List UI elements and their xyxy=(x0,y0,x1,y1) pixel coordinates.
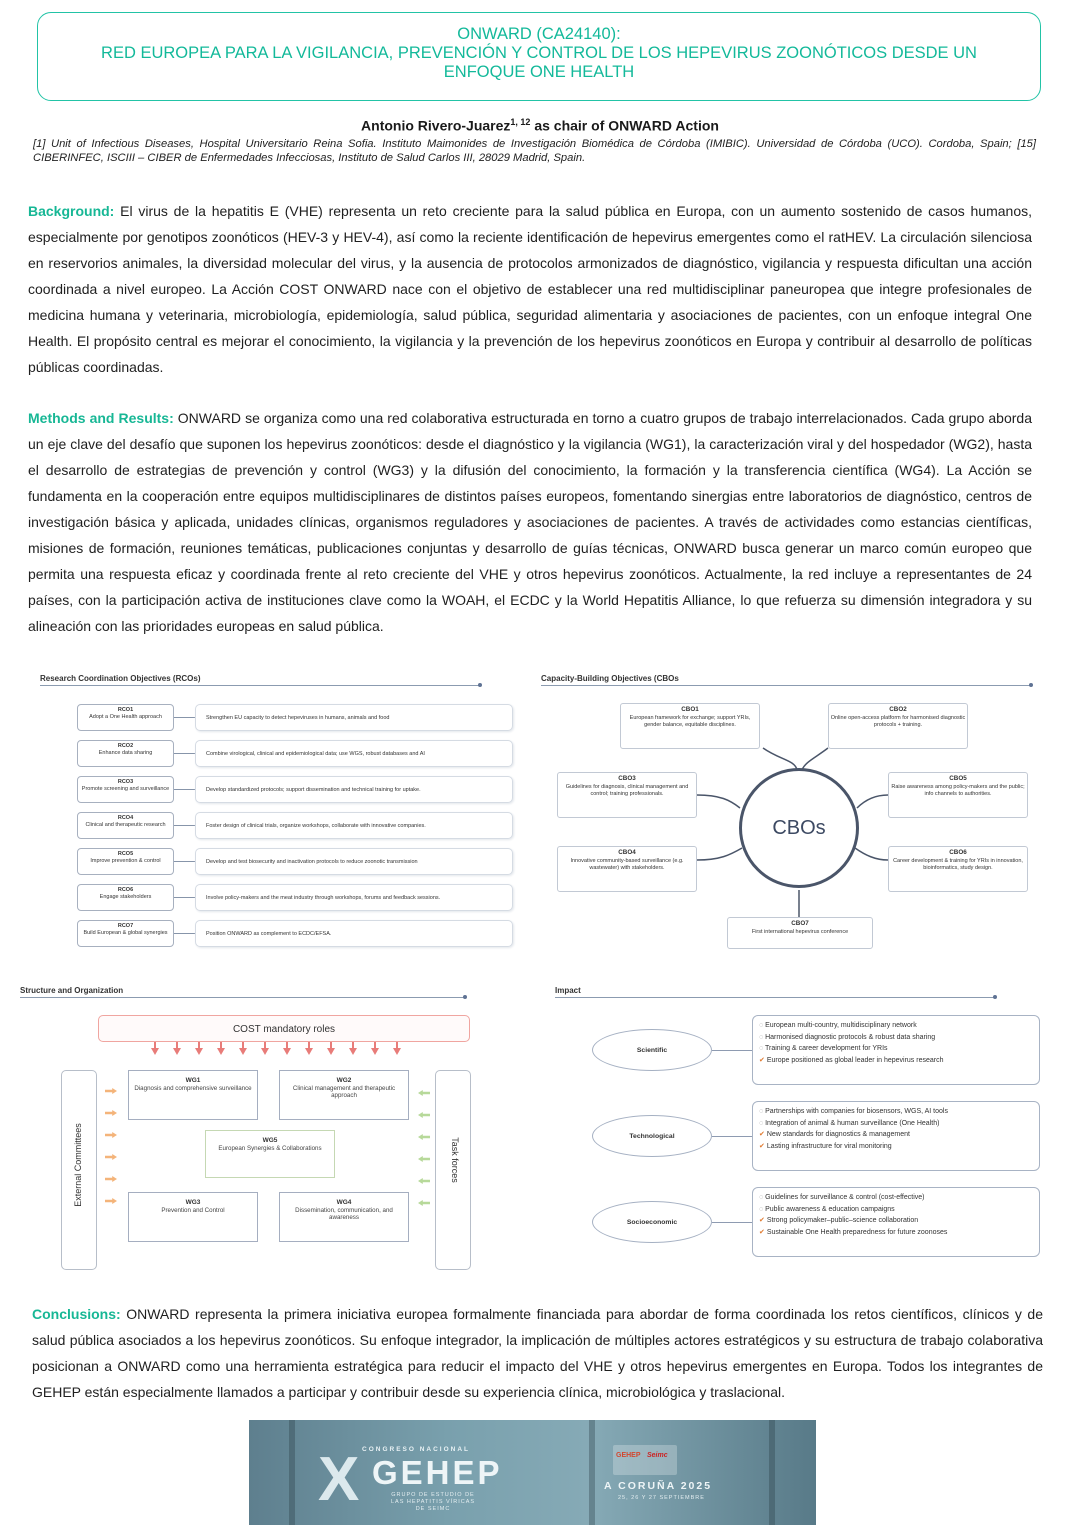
structure-panel-title: Structure and Organization xyxy=(20,986,124,995)
down-arrow-icon xyxy=(349,1048,357,1055)
banner-congreso: CONGRESO NACIONAL xyxy=(362,1446,471,1453)
banner-city: A CORUÑA 2025 xyxy=(604,1480,713,1492)
impact-connector xyxy=(712,1050,752,1051)
methods-label: Methods and Results: xyxy=(28,410,174,426)
rco-description: Involve policy-makers and the meat industry through workshops, forums and feedback sessions. xyxy=(195,884,513,911)
impact-item: ◌ Harmonised diagnostic protocols & robust data sharing xyxy=(759,1032,1039,1044)
author-affil-refs: 1, 12 xyxy=(510,117,531,127)
cbo-panel-title: Capacity-Building Objectives (CBOs xyxy=(541,674,679,683)
structure-title-rule xyxy=(20,997,465,998)
impact-title-rule xyxy=(555,997,995,998)
rco-code: RCO4 xyxy=(117,815,134,821)
rco-code: RCO5 xyxy=(117,851,134,857)
banner-column-shade xyxy=(289,1420,295,1525)
wg1-code: WG1 xyxy=(185,1077,201,1084)
cbo-code: CBO4 xyxy=(618,849,636,856)
rco-description: Develop standardized protocols; support dissemination and technical training for uptake. xyxy=(195,776,513,803)
cbo-code: CBO2 xyxy=(889,706,907,713)
down-arrow-icon xyxy=(195,1048,203,1055)
down-arrow-icon xyxy=(283,1048,291,1055)
background-label: Background: xyxy=(28,203,115,219)
affiliations: [1] Unit of Infectious Diseases, Hospital Universitario Reina Sofia. Instituto Maimonides de Investigación Biomédica de Córdoba (IMIBIC). Universidad de Córdoba (UCO). Cordoba, Spain; [15] CIBERINFEC, ISCIII – CIBER de Enfermedades Infecciosas, Instituto de Salud Carlos III, 28029 Madrid, Spain. xyxy=(33,138,1036,164)
cbo-text: European framework for exchange; support YRIs, gender balance, equitable disciplines. xyxy=(629,714,751,728)
rco-description: Position ONWARD as complement to ECDC/EFSA. xyxy=(195,920,513,947)
impact-box xyxy=(752,1015,1040,1085)
wg1-text: Diagnosis and comprehensive surveillance xyxy=(134,1084,252,1092)
wg3-box xyxy=(128,1192,258,1242)
wg5-code: WG5 xyxy=(262,1137,278,1144)
cbo-code: CBO5 xyxy=(949,775,967,782)
impact-item: ✔ Strong policymaker–public–science collaboration xyxy=(759,1215,1039,1227)
rco-name: Build European & global synergies xyxy=(83,929,168,936)
impact-item: ✔ Europe positioned as global leader in hepevirus research xyxy=(759,1055,1039,1067)
impact-item: ◌ Training & career development for YRIs xyxy=(759,1043,1039,1055)
cbo-box xyxy=(557,846,697,892)
background-text: El virus de la hepatitis E (VHE) representa un reto creciente para la salud pública en Europa, con un aumento sostenido de casos humanos, especialmente por genotipos zoonóticos (HEV-3 y HEV-4), así como la reciente identificación de hepevirus emergentes como el ratHEV. La circulación silenciosa en reservorios animales, la diversidad molecular del virus, y la ausencia de protocolos armonizados de diagnóstico, vigilancia y respuesta dificultan una acción coordinada a nivel europeo. La Acción COST ONWARD nace con el objetivo de establecer una red multidisciplinar paneuropea que integre profesionales de medicina humana y veterinaria, microbiología, epidemiología, salud pública, seguridad alimentaria y asociaciones de pacientes, con un enfoque integral One Health. El propósito central es mejorar el conocimiento, la vigilancia y la prevención de los hepevirus zoonóticos en Europa y contribuir al desarrollo de políticas públicas coordinadas. xyxy=(28,203,1032,375)
wg1-box xyxy=(128,1070,258,1120)
down-arrow-icon xyxy=(151,1048,159,1055)
impact-item: ◌ Guidelines for surveillance & control (cost-effective) xyxy=(759,1192,1039,1204)
gehep-logo: GEHEP xyxy=(616,1452,641,1459)
wg2-box xyxy=(279,1070,409,1120)
impact-item: ◌ Partnerships with companies for biosensors, WGS, AI tools xyxy=(759,1106,1039,1118)
impact-item: ✔ Lasting infrastructure for viral monitoring xyxy=(759,1141,1039,1153)
cbo-box xyxy=(620,703,760,749)
rco-code: RCO6 xyxy=(117,887,134,893)
rco-name: Engage stakeholders xyxy=(99,893,152,900)
banner-column-shade xyxy=(769,1420,775,1525)
impact-item: ◌ Public awareness & education campaigns xyxy=(759,1204,1039,1216)
wg3-text: Prevention and Control xyxy=(161,1206,225,1214)
impact-item: ◌ Integration of animal & human surveillance (One Health) xyxy=(759,1118,1039,1130)
rco-description: Develop and test biosecurity and inactivation protocols to reduce zoonotic transmission xyxy=(195,848,513,875)
cbo-box xyxy=(888,772,1028,818)
conclusions-text: ONWARD representa la primera iniciativa europea formalmente financiada para abordar de forma coordinada los retos científicos, clínicos y de salud pública asociados a los hepevirus zoonóticos. Su enfoque integrador, la implicación de múltiples actores estratégicos y su estructura de trabajo colaborativa posicionan a ONWARD como una herramienta estratégica para reducir el impacto del VHE y otros hepevirus emergentes en Europa. Todos los integrantes de GEHEP están especialmente llamados a participar y contribuir desde su experiencia clínica, microbiológica y traslacional. xyxy=(32,1306,1043,1400)
cost-mandatory-roles: COST mandatory roles xyxy=(98,1015,470,1042)
wg5-text: European Synergies & Collaborations xyxy=(218,1144,322,1152)
cbo-text: First international hepevirus conference xyxy=(751,928,849,935)
task-forces-label: Task forces xyxy=(450,1137,460,1183)
impact-item: ✔ New standards for diagnostics & management xyxy=(759,1129,1039,1141)
banner-dates: 25, 26 Y 27 SEPTIEMBRE xyxy=(618,1495,705,1501)
down-arrow-icon xyxy=(239,1048,247,1055)
banner-roman-x: X xyxy=(318,1445,360,1514)
down-arrow-icon xyxy=(393,1048,401,1055)
down-arrow-icon xyxy=(371,1048,379,1055)
conclusions-paragraph xyxy=(32,1301,1043,1405)
rco-name: Improve prevention & control xyxy=(90,857,161,864)
wg3-code: WG3 xyxy=(185,1199,201,1206)
impact-panel-title: Impact xyxy=(555,986,581,995)
external-committees-label: External Committees xyxy=(73,1123,83,1207)
down-arrow-icon xyxy=(261,1048,269,1055)
rco-name: Enhance data sharing xyxy=(98,749,153,756)
wg2-code: WG2 xyxy=(336,1077,352,1084)
impact-item: ✔ Sustainable One Health preparedness for future zoonoses xyxy=(759,1227,1039,1239)
impact-category: Socioeconomic xyxy=(592,1201,712,1243)
wg4-box xyxy=(279,1192,409,1242)
rco-code: RCO7 xyxy=(117,923,134,929)
down-arrow-icon xyxy=(217,1048,225,1055)
impact-item: ◌ European multi-country, multidisciplinary network xyxy=(759,1020,1039,1032)
banner-logos xyxy=(613,1445,677,1475)
cbo-center-circle: CBOs xyxy=(739,768,859,888)
cbo-code: CBO1 xyxy=(681,706,699,713)
rco-description: Combine virological, clinical and epidemiological data; use WGS, robust databases and AI xyxy=(195,740,513,767)
author-role: as chair of ONWARD Action xyxy=(530,117,719,134)
down-arrow-icon xyxy=(305,1048,313,1055)
rco-description: Foster design of clinical trials, organize workshops, collaborate with innovative companies. xyxy=(195,812,513,839)
rco-name: Promote screening and surveillance xyxy=(81,785,170,792)
wg5-box xyxy=(205,1130,335,1178)
conclusions-label: Conclusions: xyxy=(32,1306,121,1322)
impact-connector xyxy=(712,1222,752,1223)
methods-text: ONWARD se organiza como una red colaborativa estructurada en torno a cuatro grupos de trabajo interrelacionados. Cada grupo aborda un eje clave del desafío que suponen los hepevirus zoonóticos: desde el diagnóstico y la vigilancia (WG1), la caracterización viral y del hospedador (WG2), hasta el desarrollo de estrategias de prevención y control (WG3) y la difusión del conocimiento, la formación y la transferencia científica (WG4). La Acción se fundamenta en la cooperación entre equipos multidisciplinares de distintos países europeos, fomentando sinergias entre laboratorios de diagnóstico, centros de investigación básica y aplicada, unidades clínicas, organismos reguladores y asociaciones de pacientes. A través de actividades como estancias científicas, misiones de formación, reuniones temáticas, publicaciones conjuntas y desarrollo de guías técnicas, ONWARD busca generar un marco común europeo que permita una respuesta eficaz y coordinada frente al reto creciente del VHE y otros hepevirus zoonóticos. Actualmente, la red incluye a representantes de 24 países, con la participación activa de instituciones clave como la WOAH, el ECDC y la World Hepatitis Alliance, lo que refuerza su dimensión integradora y su alineación con las prioridades europeas en salud pública. xyxy=(28,410,1032,634)
impact-category: Scientific xyxy=(592,1029,712,1071)
banner-subtitle: GRUPO DE ESTUDIO DE LAS HEPATITIS VÍRICAS DE SEIMC xyxy=(390,1492,476,1512)
impact-connector xyxy=(712,1136,752,1137)
wg4-text: Dissemination, communication, and awareness xyxy=(295,1206,393,1221)
cbo-box xyxy=(727,917,873,949)
impact-box xyxy=(752,1101,1040,1171)
cbo-text: Guidelines for diagnosis, clinical management and control; training professionals. xyxy=(565,783,689,797)
cbo-text: Online open-access platform for harmonised diagnostic protocols + training. xyxy=(830,714,966,728)
wg4-code: WG4 xyxy=(336,1199,352,1206)
rco-description: Strengthen EU capacity to detect hepeviruses in humans, animals and food xyxy=(195,704,513,731)
rco-code: RCO2 xyxy=(117,743,134,749)
cbo-text: Raise awareness among policy-makers and the public; info channels to authorities. xyxy=(891,783,1025,797)
rco-name: Adopt a One Health approach xyxy=(89,713,162,720)
rco-name: Clinical and therapeutic research xyxy=(85,821,166,828)
cbo-text: Career development & training for YRIs in innovation, bioinformatics, study design. xyxy=(893,857,1023,871)
author-name: Antonio Rivero-Juarez xyxy=(361,117,511,134)
cbo-text: Innovative community-based surveillance (e.g. wastewater) with stakeholders. xyxy=(570,857,684,871)
impact-box xyxy=(752,1187,1040,1257)
impact-category: Technological xyxy=(592,1115,712,1157)
rco-code: RCO3 xyxy=(117,779,134,785)
rco-code: RCO1 xyxy=(117,707,134,713)
cbo-code: CBO3 xyxy=(618,775,636,782)
cbo-code: CBO7 xyxy=(791,920,809,927)
banner-column-shade xyxy=(589,1420,595,1525)
cbo-code: CBO6 xyxy=(949,849,967,856)
rco-panel-title: Research Coordination Objectives (RCOs) xyxy=(40,674,201,683)
cbo-box xyxy=(888,846,1028,892)
banner-gehep: GEHEP xyxy=(372,1454,503,1491)
seimc-logo: Seimc xyxy=(647,1452,668,1459)
title-line1: ONWARD (CA24140): xyxy=(457,25,621,43)
wg2-text: Clinical management and therapeutic approach xyxy=(292,1084,396,1099)
down-arrow-icon xyxy=(173,1048,181,1055)
cbo-box xyxy=(828,703,968,749)
down-arrow-icon xyxy=(327,1048,335,1055)
cbo-box xyxy=(557,772,697,818)
title-line2: RED EUROPEA PARA LA VIGILANCIA, PREVENCIÓN Y CONTROL DE LOS HEPEVIRUS ZOONÓTICOS DESDE UN ENFOQUE ONE HEALTH xyxy=(101,44,977,81)
